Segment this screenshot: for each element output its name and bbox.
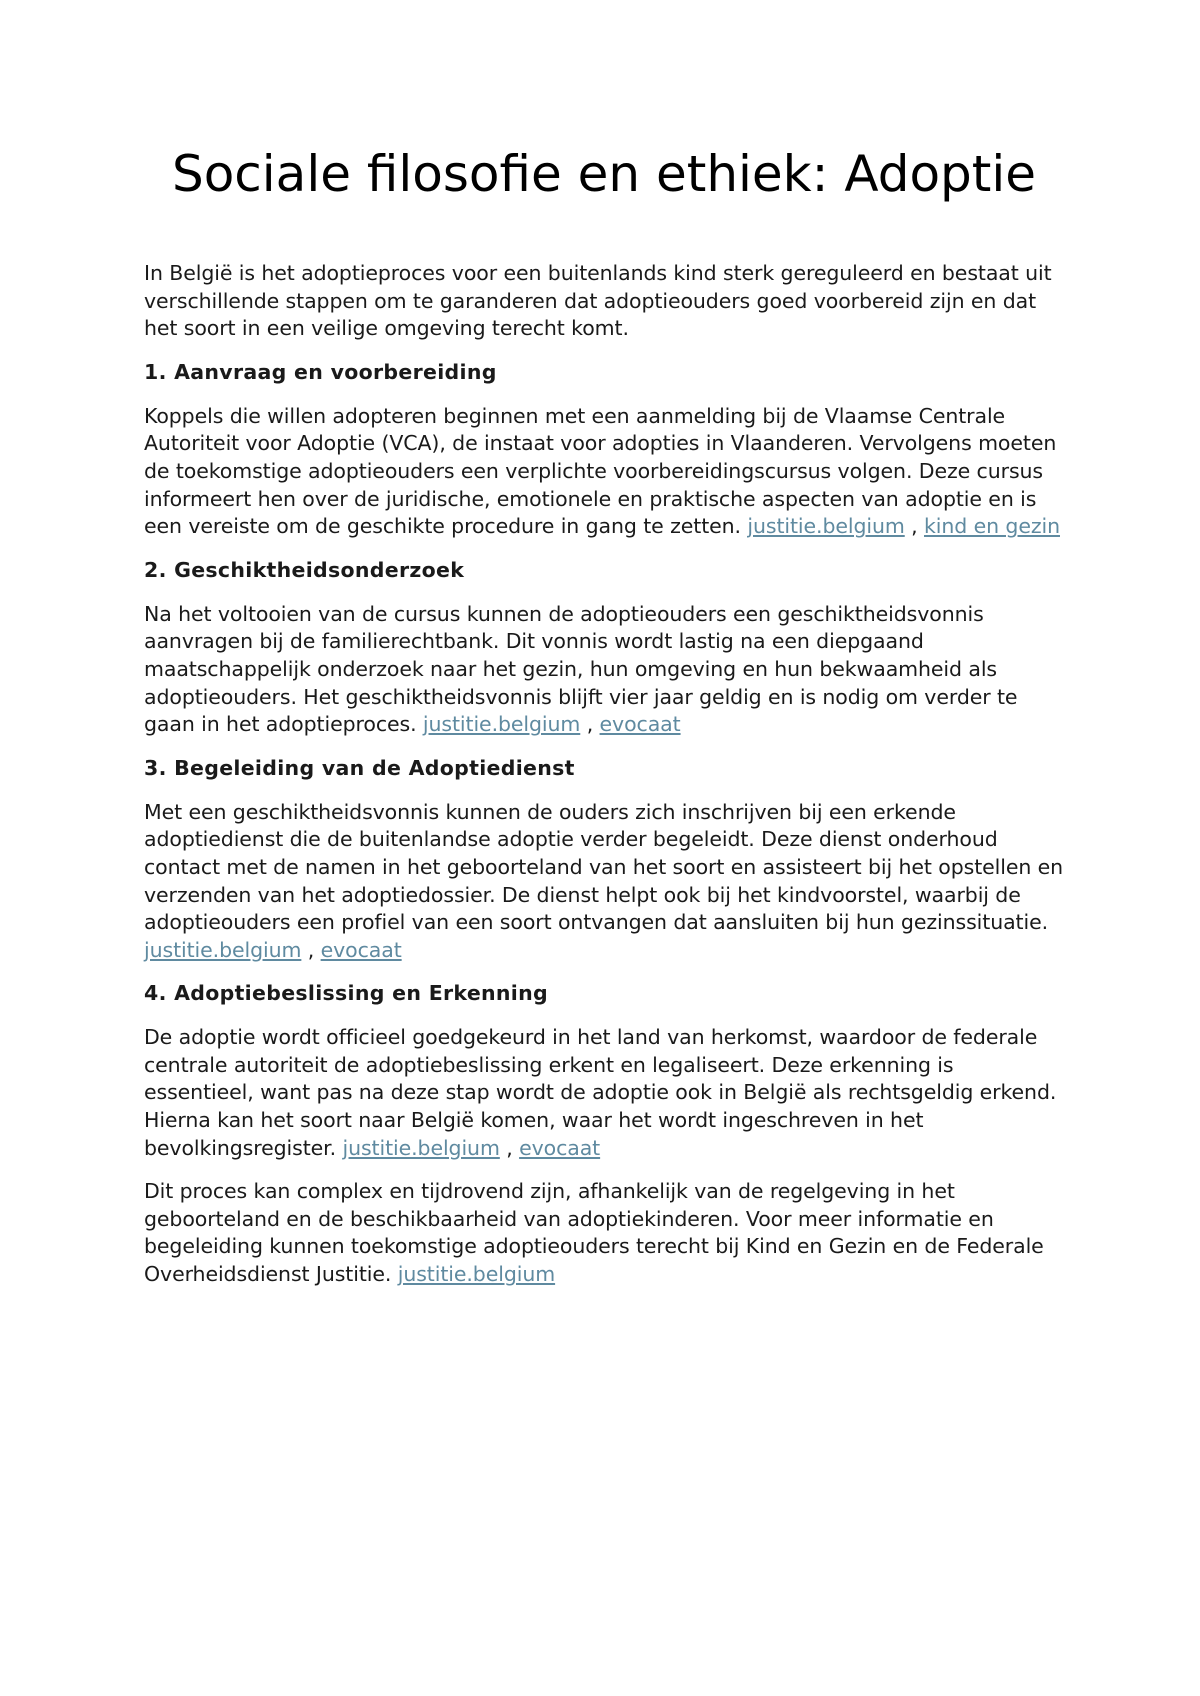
intro-paragraph: In België is het adoptieproces voor een buitenlands kind sterk gereguleerd en bestaat uit verschillende stappen om te garanderen dat adoptieouders goed voorbereid zijn en dat het soort in een veilige omgeving terecht komt. [144, 261, 1052, 341]
source-link[interactable]: justitie.belgium [144, 937, 302, 962]
section-paragraph [144, 799, 1064, 965]
link-separator: , [506, 1135, 513, 1160]
section-heading: 1. Aanvraag en voorbereiding [144, 359, 497, 384]
source-link[interactable]: justitie.belgium [747, 514, 905, 539]
source-link[interactable]: justitie.belgium [342, 1135, 500, 1160]
source-link[interactable]: evocaat [599, 712, 681, 737]
source-link[interactable]: justitie.belgium [397, 1262, 556, 1287]
closing-text: Dit proces kan complex en tijdrovend zijn, afhankelijk van de regelgeving in het geboorteland en de beschikbaarheid van adoptiekinderen. Voor meer informatie en begeleiding kunnen toekomstige adoptieouders terecht bij Kind en Gezin en de Federale Overheidsdienst Justitie. [144, 1179, 1044, 1287]
section-paragraph [144, 601, 1064, 739]
link-separator: , [586, 712, 594, 737]
document-body [144, 0, 1064, 1305]
section-text: Koppels die willen adopteren beginnen met een aanmelding bij de Vlaamse Centrale Autoriteit voor Adoptie (VCA), de instaat voor adopties in Vlaanderen. Vervolgens moeten de toekomstige adoptieouders een verplichte voorbereidingscursus volgen. Deze cursus informeert hen over de juridische, emotionele en praktische aspecten van adoptie en is een vereiste om de geschikte procedure in gang te zetten. [144, 403, 1057, 539]
section-text: Met een geschiktheidsvonnis kunnen de ouders zich inschrijven bij een erkende adoptiedienst die de buitenlandse adoptie verder begeleidt. Deze dienst onderhoud contact met de namen in het geboorteland van het soort en assisteert bij het opstellen en verzenden van het adoptiedossier. De dienst helpt ook bij het kindvoorstel, waarbij de adoptieouders een profiel van een soort ontvangen dat aansluiten bij hun gezinssituatie. [144, 799, 1064, 935]
source-link[interactable]: justitie.belgium [422, 712, 581, 737]
source-link[interactable]: evocaat [519, 1135, 601, 1160]
link-separator: , [911, 514, 918, 539]
section-heading: 3. Begeleiding van de Adoptiedienst [144, 755, 575, 780]
section-paragraph [144, 1024, 1064, 1162]
source-link[interactable]: kind en gezin [924, 514, 1060, 539]
section-paragraph [144, 403, 1064, 541]
source-link[interactable]: evocaat [320, 937, 402, 962]
section-heading: 2. Geschiktheidsonderzoek [144, 557, 465, 582]
section-heading: 4. Adoptiebeslissing en Erkenning [144, 981, 549, 1006]
page-title: Sociale filosofie en ethiek: Adoptie [171, 145, 1037, 203]
closing-paragraph [144, 1178, 1064, 1288]
section-text: De adoptie wordt officieel goedgekeurd in het land van herkomst, waardoor de federale centrale autoriteit de adoptiebeslissing erkent en legaliseert. Deze erkenning is essentieel, want pas na deze stap wordt de adoptie ook in België als rechtsgeldig erkend. Hierna kan het soort naar België komen, waar het wordt ingeschreven in het bevolkingsregister. [144, 1025, 1057, 1160]
link-separator: , [307, 937, 315, 962]
section-text: Na het voltooien van de cursus kunnen de adoptieouders een geschiktheidsvonnis aanvragen bij de familierechtbank. Dit vonnis wordt lastig na een diepgaand maatschappelijk onderzoek naar het gezin, hun omgeving en hun bekwaamheid als adoptieouders. Het geschiktheidsvonnis blijft vier jaar geldig en is nodig om verder te gaan in het adoptieproces. [144, 601, 1018, 737]
